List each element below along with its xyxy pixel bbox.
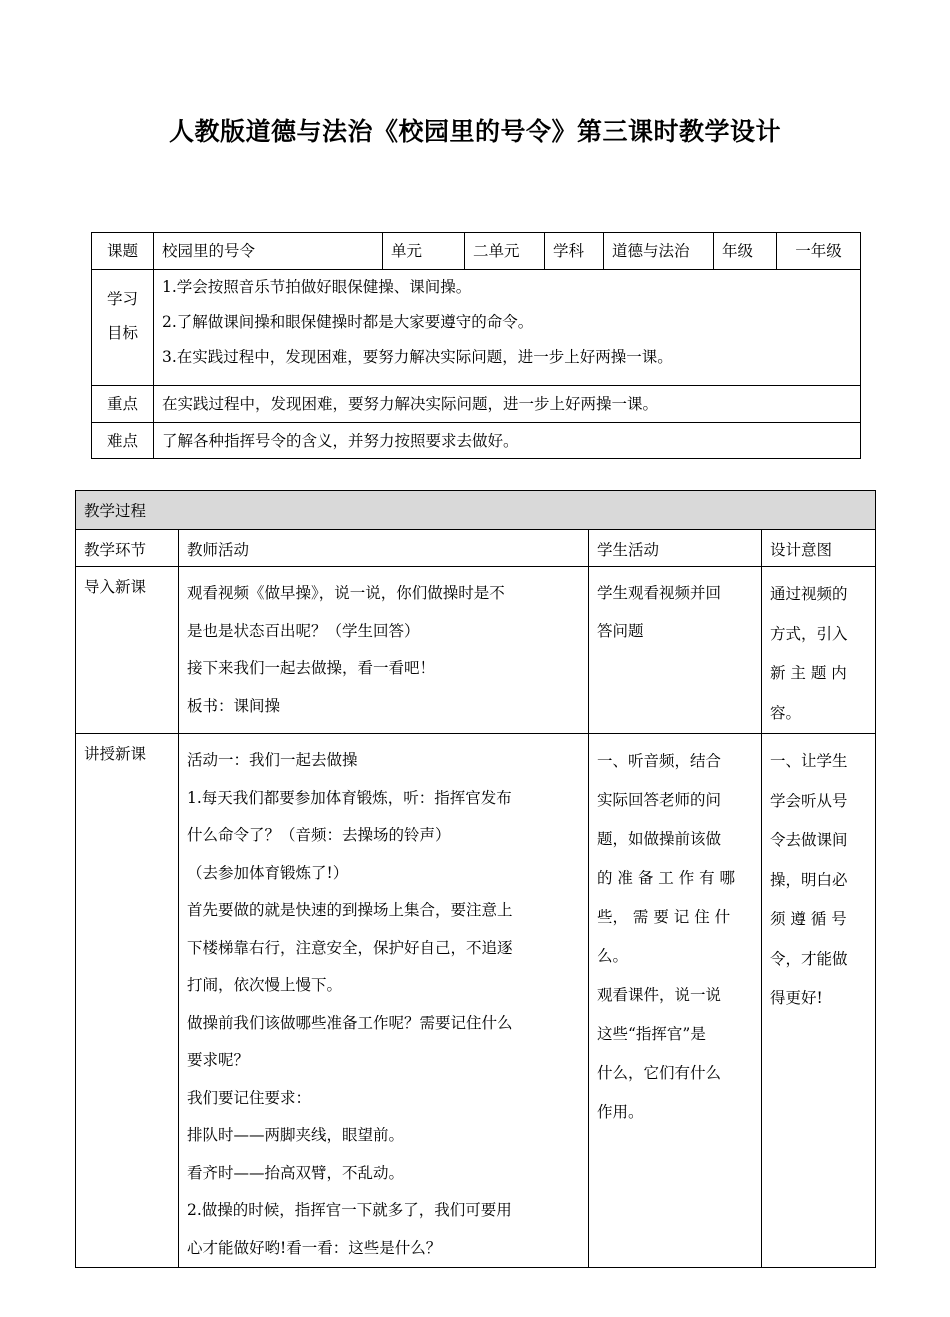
intent-line: 通过视频的 <box>770 585 848 603</box>
dan-yuan-label: 单元 <box>383 233 465 270</box>
student-line: 的 准 备 工 作 有 哪 <box>597 869 736 887</box>
intent-line: 一、让学生 <box>770 752 848 770</box>
student-line: 实际回答老师的问 <box>597 791 722 809</box>
teacher-line: 做操前我们该做哪些准备工作呢？需要记住什么 <box>187 1013 513 1032</box>
nian-ji-label: 年级 <box>714 233 777 270</box>
student-line: 些， 需 要 记 住 什 <box>597 908 731 926</box>
design-intent <box>762 734 876 1268</box>
goals-label-line2: 目标 <box>106 324 138 342</box>
design-intent <box>762 567 876 734</box>
goals-label <box>92 270 154 386</box>
info-row-header <box>92 233 861 270</box>
student-line: 什么，它们有什么 <box>597 1064 722 1082</box>
nian-ji-value: 一年级 <box>777 233 861 270</box>
teacher-line: 1.每天我们都要参加体育锻炼，听：指挥官发布 <box>187 788 512 807</box>
teacher-line: 板书：课间操 <box>187 696 281 715</box>
intent-line: 学会听从号 <box>770 791 848 810</box>
student-line: 答问题 <box>597 621 644 640</box>
column-header-teacher: 教师活动 <box>179 530 589 567</box>
teacher-line: 活动一：我们一起去做操 <box>187 751 358 769</box>
student-activity <box>589 567 762 734</box>
teacher-line: 下楼梯靠右行，注意安全，保护好自己，不追逐 <box>187 938 513 957</box>
intent-line: 令，才能做 <box>770 949 848 968</box>
column-header-intent: 设计意图 <box>762 530 876 567</box>
process-header: 教学过程 <box>76 491 876 530</box>
process-column-row <box>76 530 876 567</box>
ke-ti-value: 校园里的号令 <box>154 233 383 270</box>
student-line: 这些“指挥官”是 <box>597 1025 706 1043</box>
page-title: 人教版道德与法治《校园里的号令》第三课时教学设计 <box>168 117 781 146</box>
teacher-line: 首先要做的就是快速的到操场上集合，要注意上 <box>187 901 513 919</box>
process-row-new-lesson <box>76 734 876 1268</box>
process-header-row <box>76 491 876 530</box>
key-value: 在实践过程中，发现困难，要努力解决实际问题，进一步上好两操一课。 <box>154 386 861 423</box>
intent-line: 须 遵 循 号 <box>770 910 847 928</box>
teacher-line: 2.做操的时候，指挥官一下就多了，我们可要用 <box>187 1201 512 1219</box>
teacher-line: 心才能做好哟!看一看：这些是什么？ <box>187 1238 442 1257</box>
info-row-key <box>92 386 861 423</box>
intent-line: 新 主 题 内 <box>770 664 847 682</box>
student-line: 观看课件，说一说 <box>597 986 722 1004</box>
difficult-value: 了解各种指挥号令的含义，并努力按照要求去做好。 <box>154 423 861 459</box>
student-line: 作用。 <box>597 1103 644 1121</box>
teacher-line: 打闹，依次慢上慢下。 <box>187 976 343 994</box>
intent-line: 方式，引入 <box>770 624 848 643</box>
teaching-process-table <box>75 490 876 1268</box>
goal-item: 3.在实践过程中，发现困难，要努力解决实际问题，进一步上好两操一课。 <box>162 348 673 366</box>
lesson-info-table <box>91 232 861 459</box>
student-activity <box>589 734 762 1268</box>
goals-label-line1: 学习 <box>106 290 138 308</box>
intent-line: 容。 <box>770 703 802 722</box>
difficult-label: 难点 <box>92 423 154 459</box>
goal-item: 1.学会按照音乐节拍做好眼保健操、课间操。 <box>162 278 472 296</box>
column-header-student: 学生活动 <box>589 530 762 567</box>
info-row-difficult <box>92 423 861 459</box>
stage-cell: 讲授新课 <box>76 734 179 1268</box>
xue-ke-label: 学科 <box>545 233 604 270</box>
teacher-activity <box>179 734 589 1268</box>
dan-yuan-value: 二单元 <box>465 233 545 270</box>
teacher-line: 我们要记住要求： <box>187 1088 312 1107</box>
intent-line: 得更好! <box>770 989 823 1007</box>
teacher-line: 什么命令了？（音频：去操场的铃声） <box>187 826 451 844</box>
student-line: 么。 <box>597 947 629 965</box>
teacher-line: 观看视频《做早操》，说一说，你们做操时是不 <box>187 584 505 602</box>
xue-ke-value: 道德与法治 <box>604 233 714 270</box>
teacher-line: 接下来我们一起去做操，看一看吧！ <box>187 659 436 677</box>
ke-ti-label: 课题 <box>92 233 154 270</box>
student-line: 一、听音频，结合 <box>597 752 722 770</box>
teacher-line: 看齐时——抬高双臂，不乱动。 <box>187 1163 405 1182</box>
goals-list <box>154 270 861 386</box>
teacher-line: 排队时——两脚夹线，眼望前。 <box>187 1126 405 1144</box>
column-header-stage: 教学环节 <box>76 530 179 567</box>
intent-line: 令去做课间 <box>770 831 848 849</box>
teacher-line: （去参加体育锻炼了!） <box>187 863 349 882</box>
key-label: 重点 <box>92 386 154 423</box>
stage-cell: 导入新课 <box>76 567 179 734</box>
teacher-activity <box>179 567 589 734</box>
info-row-goals <box>92 270 861 386</box>
teacher-line: 是也是状态百出呢？（学生回答） <box>187 621 420 640</box>
student-line: 学生观看视频并回 <box>597 584 722 602</box>
student-line: 题，如做操前该做 <box>597 830 722 848</box>
teacher-line: 要求呢？ <box>187 1051 250 1069</box>
intent-line: 操，明白必 <box>770 870 848 889</box>
goal-item: 2.了解做课间操和眼保健操时都是大家要遵守的命令。 <box>162 313 534 331</box>
process-row-intro <box>76 567 876 734</box>
